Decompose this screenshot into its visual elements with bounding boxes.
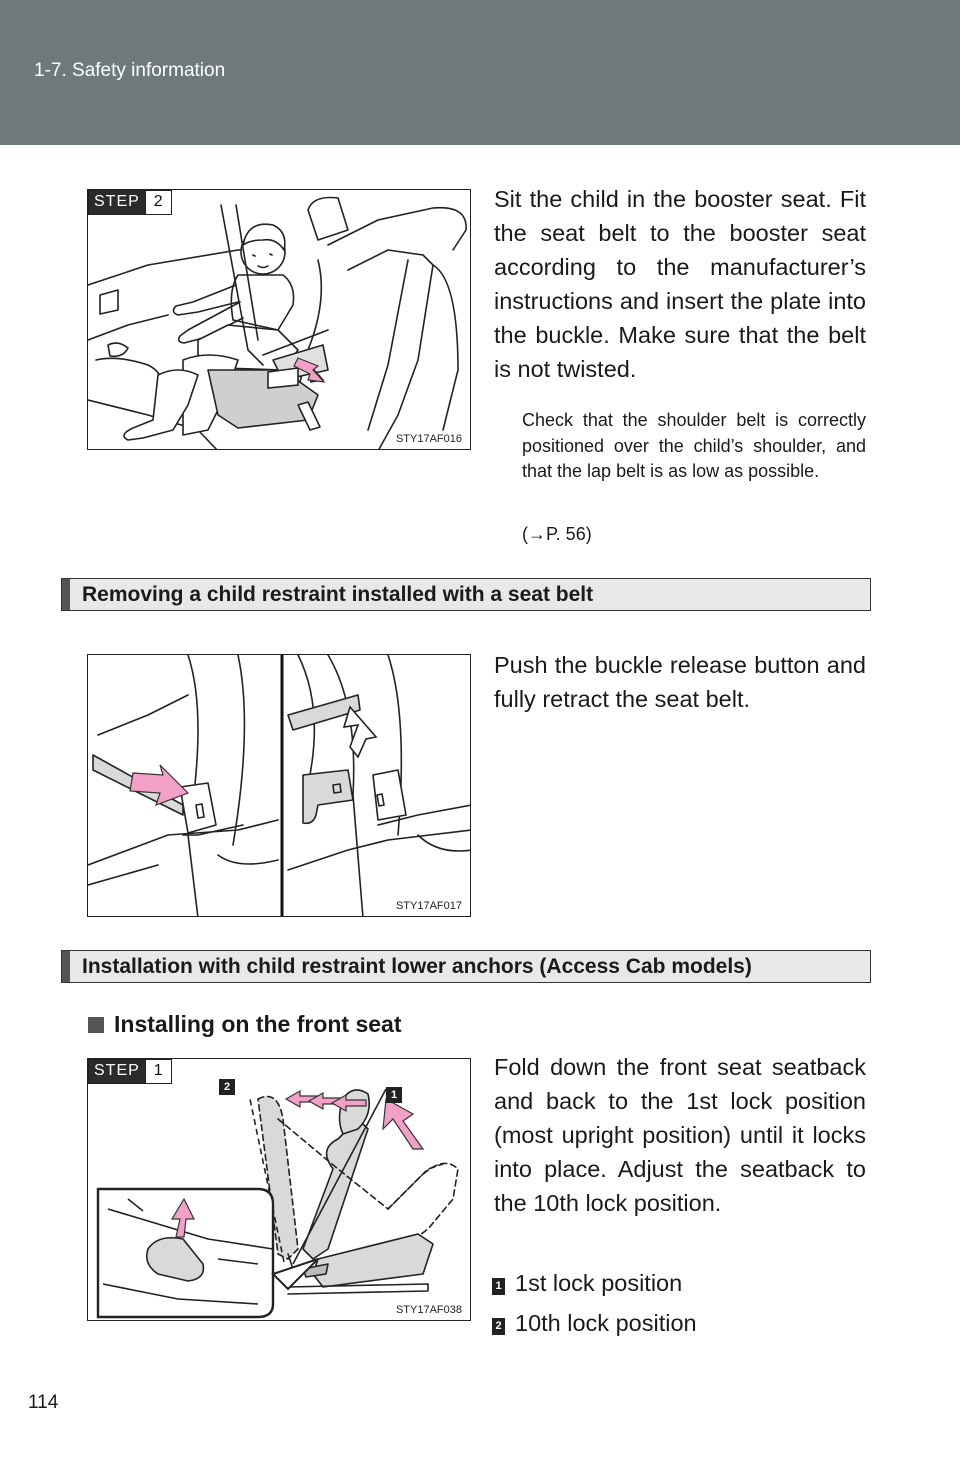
- booster-seat-figure: [87, 189, 471, 450]
- section-heading-installation: Installation with child restraint lower anchors (Access Cab models): [61, 950, 871, 983]
- legend-10th-lock: 2 10th lock position: [492, 1310, 697, 1337]
- page-header: [0, 0, 960, 145]
- legend-key: 2: [492, 1318, 505, 1335]
- buckle-release-illustration: [88, 655, 471, 917]
- step2-instructions: Sit the child in the booster seat. Fit the seat belt to the booster seat according to the manufacturer’s instructions and insert the plate into the buckle. Make sure that the belt is not twisted.: [494, 186, 866, 382]
- remove-instructions: Push the buckle release button and fully retract the seat belt.: [494, 652, 866, 712]
- figure-code: STY17AF017: [395, 900, 462, 912]
- step-badge: STEP 1: [88, 1059, 172, 1084]
- figure-code: STY17AF016: [395, 433, 462, 445]
- section-heading-removing: Removing a child restraint installed with a seat belt: [61, 578, 871, 611]
- booster-seat-illustration: [88, 190, 471, 450]
- seatback-lock-figure: [87, 1058, 471, 1321]
- subheading-front-seat: Installing on the front seat: [88, 1011, 402, 1038]
- step-badge: STEP 2: [88, 190, 172, 215]
- legend-key: 1: [492, 1278, 505, 1295]
- buckle-release-figure: [87, 654, 471, 917]
- page-number: 114: [28, 1392, 59, 1413]
- section-breadcrumb: 1-7. Safety information: [34, 60, 226, 81]
- step1-instructions: Fold down the front seat seatback and back to the 1st lock position (most upright position) until it locks into place. Adjust the seatback to the 10th lock position.: [494, 1054, 866, 1216]
- step2-note: Check that the shoulder belt is correctly positioned over the child’s shoulder, and that the lap belt is as low as possible.: [522, 410, 866, 481]
- page-reference: (→P. 56): [522, 524, 592, 544]
- seatback-illustration: [88, 1059, 471, 1321]
- figure-code: STY17AF038: [395, 1304, 462, 1316]
- callout-1st-lock: 1: [386, 1087, 402, 1103]
- square-bullet-icon: [88, 1017, 104, 1033]
- legend-1st-lock: 1 1st lock position: [492, 1270, 682, 1297]
- callout-10th-lock: 2: [219, 1079, 235, 1095]
